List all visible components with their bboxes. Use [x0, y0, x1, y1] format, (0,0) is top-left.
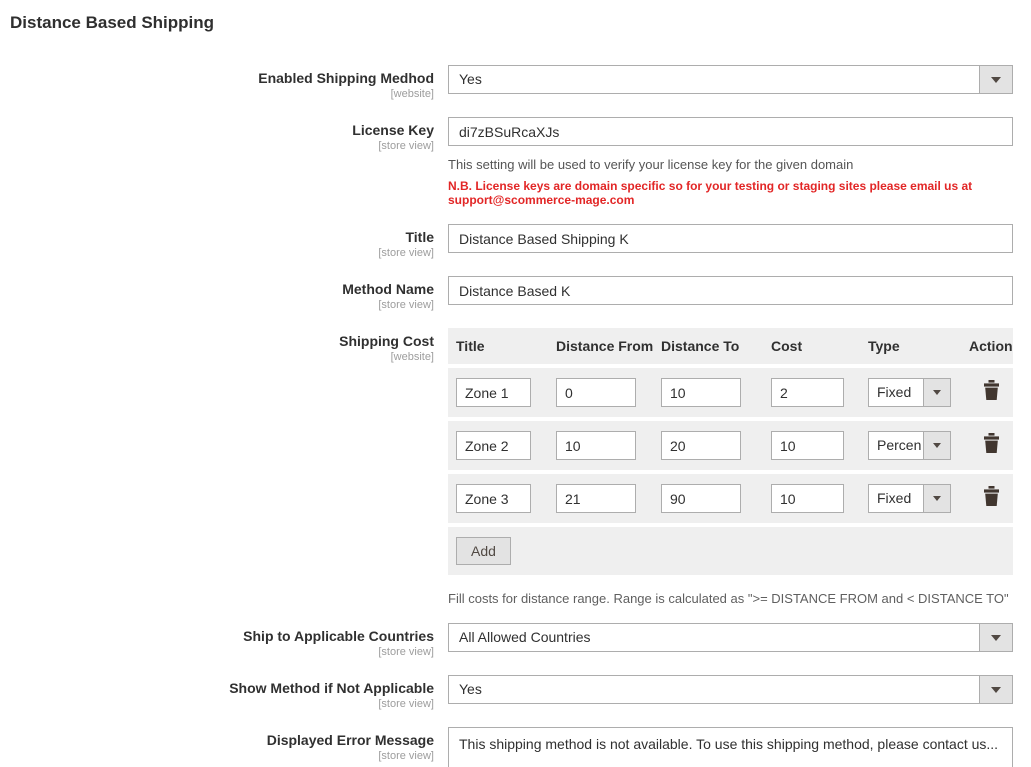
form-row-enabled: [0, 65, 1031, 100]
ship-to-select-value: All Allowed Countries: [459, 629, 591, 645]
add-row: [448, 527, 1013, 575]
row1-distance-from-input[interactable]: [556, 378, 636, 407]
table-row: [448, 474, 1013, 523]
license-key-scope: [store view]: [378, 140, 434, 152]
row1-delete-button[interactable]: [983, 380, 1000, 400]
row1-distance-to-input[interactable]: [661, 378, 741, 407]
show-method-select-value: Yes: [459, 681, 482, 697]
error-message-label: Displayed Error Message: [266, 732, 434, 748]
caret-down-icon: [923, 485, 950, 512]
trash-icon: [983, 433, 1000, 453]
title-input[interactable]: [448, 224, 1013, 253]
row3-distance-from-input[interactable]: [556, 484, 636, 513]
license-key-input[interactable]: [448, 117, 1013, 146]
enabled-scope: [website]: [390, 88, 434, 100]
page-title: Distance Based Shipping: [10, 13, 215, 32]
license-key-label: License Key: [352, 122, 434, 138]
shipping-cost-table: [448, 328, 1013, 575]
add-row-button[interactable]: Add: [456, 537, 511, 565]
col-header-action: Action: [969, 338, 1013, 354]
method-name-label: Method Name: [342, 281, 434, 297]
caret-down-icon: [979, 676, 1012, 703]
row1-type-select[interactable]: [868, 378, 951, 407]
row2-type-select-value: Percen: [877, 437, 922, 453]
license-key-note: This setting will be used to verify your license key for the given domain: [448, 157, 854, 172]
form-row-license-key: [0, 117, 1031, 207]
shipping-cost-scope: [website]: [390, 351, 434, 363]
shipping-cost-header-row: [448, 328, 1013, 364]
form-row-show-method: [0, 675, 1031, 710]
show-method-label: Show Method if Not Applicable: [229, 680, 434, 696]
table-row: [448, 368, 1013, 417]
caret-down-icon: [979, 624, 1012, 651]
row2-distance-from-input[interactable]: [556, 431, 636, 460]
form-row-method-name: [0, 276, 1031, 311]
form-row-title: [0, 224, 1031, 259]
row1-cost-input[interactable]: [771, 378, 844, 407]
caret-down-icon: [923, 379, 950, 406]
method-name-scope: [store view]: [378, 299, 434, 311]
enabled-select-value: Yes: [459, 71, 482, 87]
show-method-scope: [store view]: [378, 698, 434, 710]
form-row-error-message: [0, 727, 1031, 767]
row3-type-select[interactable]: [868, 484, 951, 513]
row3-distance-to-input[interactable]: [661, 484, 741, 513]
shipping-cost-label: Shipping Cost: [339, 333, 434, 349]
form-row-ship-to: [0, 623, 1031, 658]
trash-icon: [983, 380, 1000, 400]
col-header-cost: Cost: [771, 338, 803, 354]
show-method-select[interactable]: [448, 675, 1013, 704]
enabled-select[interactable]: [448, 65, 1013, 94]
row2-distance-to-input[interactable]: [661, 431, 741, 460]
row3-title-input[interactable]: [456, 484, 531, 513]
error-message-textarea[interactable]: [448, 727, 1013, 767]
caret-down-icon: [979, 66, 1012, 93]
row1-type-select-value: Fixed: [877, 384, 912, 400]
col-header-distance-to: Distance To: [661, 338, 740, 354]
ship-to-label: Ship to Applicable Countries: [243, 628, 434, 644]
license-key-warning: N.B. License keys are domain specific so for your testing or staging sites please email us at support@scommerce-mage.com: [448, 179, 973, 207]
shipping-cost-helper: Fill costs for distance range. Range is calculated as ">= DISTANCE FROM and < DISTANCE TO": [448, 591, 1009, 606]
row2-cost-input[interactable]: [771, 431, 844, 460]
row2-type-select[interactable]: [868, 431, 951, 460]
row3-delete-button[interactable]: [983, 486, 1000, 506]
row3-type-select-value: Fixed: [877, 490, 912, 506]
row2-delete-button[interactable]: [983, 433, 1000, 453]
col-header-type: Type: [868, 338, 900, 354]
col-header-distance-from: Distance From: [556, 338, 654, 354]
enabled-label: Enabled Shipping Medhod: [258, 70, 434, 86]
title-label: Title: [405, 229, 434, 245]
row1-title-input[interactable]: [456, 378, 531, 407]
row2-title-input[interactable]: [456, 431, 531, 460]
ship-to-select[interactable]: [448, 623, 1013, 652]
table-row: [448, 421, 1013, 470]
error-message-scope: [store view]: [378, 750, 434, 762]
caret-down-icon: [923, 432, 950, 459]
form-row-shipping-cost: [0, 328, 1031, 606]
title-scope: [store view]: [378, 247, 434, 259]
trash-icon: [983, 486, 1000, 506]
ship-to-scope: [store view]: [378, 646, 434, 658]
col-header-title: Title: [456, 338, 485, 354]
settings-form: [0, 65, 1031, 767]
row3-cost-input[interactable]: [771, 484, 844, 513]
method-name-input[interactable]: [448, 276, 1013, 305]
